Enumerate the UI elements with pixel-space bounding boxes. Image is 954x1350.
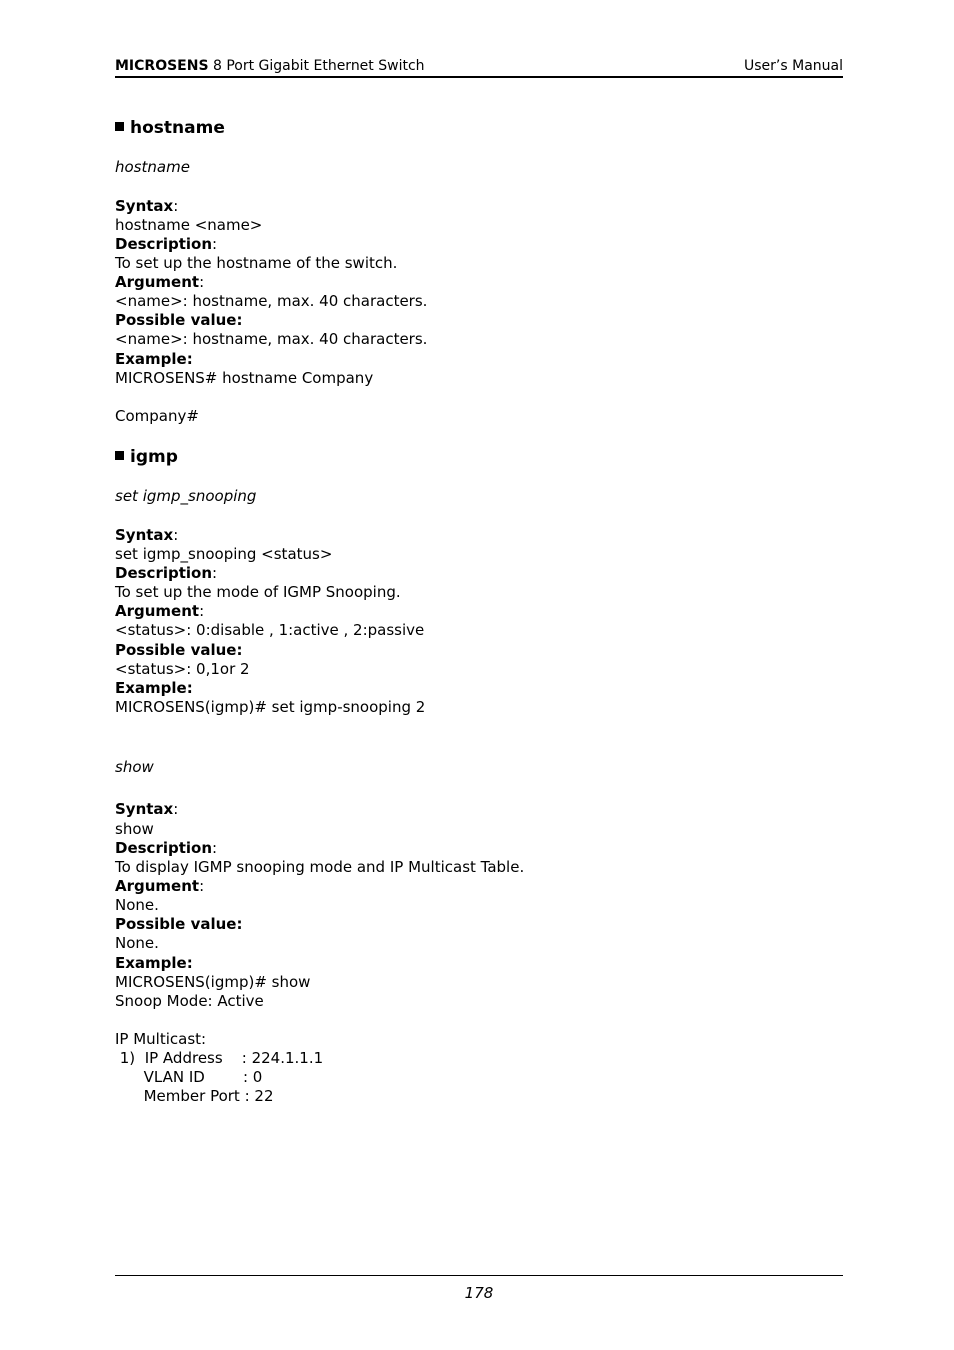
page-header [115,57,843,78]
example-label: Example: [115,350,193,368]
description-label: Description: [115,839,218,857]
description-text: To set up the mode of IGMP Snooping. [115,583,401,601]
bullet-square-icon [115,451,124,460]
example-line: 1) IP Address : 224.1.1.1 [115,1049,324,1067]
section-heading-hostname: hostname [115,119,225,138]
example-line: MICROSENS# hostname Company [115,369,374,387]
example-line: IP Multicast: [115,1030,207,1048]
example-line: VLAN ID : 0 [115,1068,263,1086]
possible-value-label: Possible value: [115,311,243,329]
syntax-label: Syntax: [115,800,179,818]
argument-label: Argument: [115,877,205,895]
section-heading-igmp: igmp [115,448,178,467]
header-left [115,57,425,75]
example-line: MICROSENS(igmp)# set igmp-snooping 2 [115,698,426,716]
syntax-text: set igmp_snooping <status> [115,545,333,563]
command-name: set igmp_snooping [115,487,257,505]
example-label: Example: [115,954,193,972]
possible-value-text: <status>: 0,1or 2 [115,660,250,678]
syntax-label: Syntax: [115,526,179,544]
argument-text: <status>: 0:disable , 1:active , 2:passive [115,621,425,639]
example-label: Example: [115,679,193,697]
footer-divider [115,1275,843,1276]
description-label: Description: [115,235,218,253]
syntax-text: show [115,820,154,838]
example-line: MICROSENS(igmp)# show [115,973,311,991]
description-text: To set up the hostname of the switch. [115,254,398,272]
argument-label: Argument: [115,602,205,620]
command-name: hostname [115,158,190,176]
header-title: 8 Port Gigabit Ethernet Switch [213,58,425,74]
possible-value-text: <name>: hostname, max. 40 characters. [115,330,428,348]
header-manual: User’s Manual [744,58,843,74]
bullet-square-icon [115,122,124,131]
description-text: To display IGMP snooping mode and IP Multicast Table. [115,858,525,876]
argument-text: <name>: hostname, max. 40 characters. [115,292,428,310]
command-name: show [115,758,154,776]
syntax-label: Syntax: [115,197,179,215]
argument-text: None. [115,896,159,914]
example-line: Snoop Mode: Active [115,992,264,1010]
possible-value-text: None. [115,934,159,952]
description-label: Description: [115,564,218,582]
example-line: Company# [115,407,199,425]
possible-value-label: Possible value: [115,915,243,933]
syntax-text: hostname <name> [115,216,263,234]
possible-value-label: Possible value: [115,641,243,659]
page-number: 178 [464,1284,494,1302]
argument-label: Argument: [115,273,205,291]
example-line: Member Port : 22 [115,1087,274,1105]
header-brand: MICROSENS [115,58,209,74]
